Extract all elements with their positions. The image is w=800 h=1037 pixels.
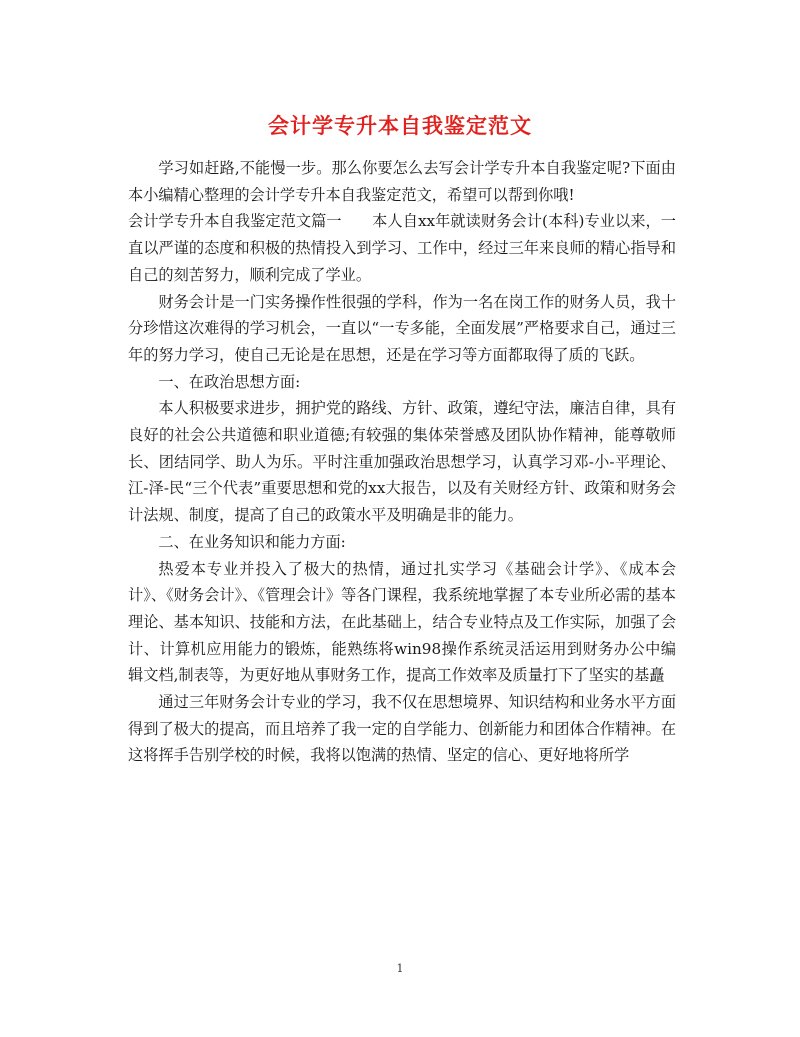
business-paragraph: 热爱本专业并投入了极大的热情，通过扎实学习《基础会计学》、《成本会计》、《财务会计》、《管理会计》等各门课程，我系统地掌握了本专业所必需的基本理论、基本知识、技能和方法，在此基础上，结合专业特点及工作实际，加强了会计、计算机应用能力的锻炼，能熟练将win98操作系统灵活运用到财务办公中编辑文档,制表等，为更好地从事财务工作，提高工作效率及质量打下了坚实的基矗 xyxy=(128,559,676,685)
intro-paragraph: 学习如赶路,不能慢一步。那么你要怎么去写会计学专升本自我鉴定呢?下面由本小编精心整理的会计学专升本自我鉴定范文，希望可以帮到你哦! xyxy=(128,159,676,204)
politics-paragraph: 本人积极要求进步，拥护党的路线、方针、政策，遵纪守法，廉洁自律，具有良好的社会公共道德和职业道德;有较强的集体荣誉感及团队协作精神，能尊敬师长、团结同学、助人为乐。平时注重加强政治思想学习，认真学习邓-小-平理论、江-泽-民“三个代表”重要思想和党的xx大报告，以及有关财经方针、政策和财务会计法规、制度，提高了自己的政策水平及明确是非的能力。 xyxy=(128,399,676,525)
summary-paragraph: 通过三年财务会计专业的学习，我不仅在思想境界、知识结构和业务水平方面得到了极大的提高，而且培养了我一定的自学能力、创新能力和团体合作精神。在这将挥手告别学校的时候，我将以饱满的热情、坚定的信心、更好地将所学 xyxy=(128,693,676,765)
section-heading-politics: 一、在政治思想方面: xyxy=(158,372,301,391)
section-heading-business: 二、在业务知识和能力方面: xyxy=(158,532,346,551)
sample-one-paragraph: 会计学专升本自我鉴定范文篇一 本人自xx年就读财务会计(本科)专业以来，一直以严谨的态度和积极的热情投入到学习、工作中，经过三年来良师的精心指导和自己的刻苦努力，顺利完成了学业。 xyxy=(128,212,676,284)
accounting-paragraph: 财务会计是一门实务操作性很强的学科，作为一名在岗工作的财务人员，我十分珍惜这次难得的学习机会，一直以“一专多能，全面发展”严格要求自己，通过三年的努力学习，使自己无论是在思想，还是在学习等方面都取得了质的飞跃。 xyxy=(128,292,676,364)
document-body xyxy=(128,155,676,769)
document-title: 会计学专升本自我鉴定范文 xyxy=(268,113,532,138)
page-number: 1 xyxy=(396,962,404,975)
